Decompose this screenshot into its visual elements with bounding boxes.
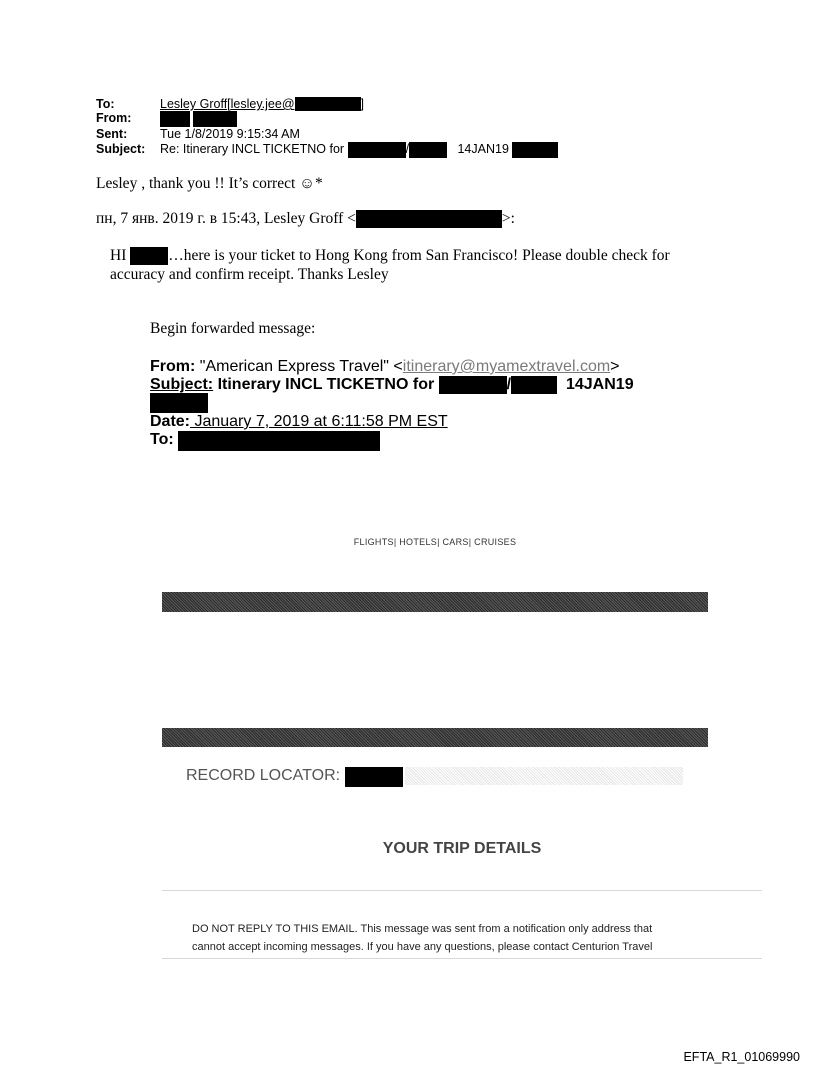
- sent-label: Sent:: [96, 127, 128, 141]
- quote-line-1: HI …here is your ticket to Hong Kong from San Francisco! Please double check for: [110, 247, 670, 264]
- forward-from-email[interactable]: itinerary@myamextravel.com: [402, 358, 611, 375]
- redaction: [511, 376, 557, 394]
- forward-date-label: Date:: [150, 413, 191, 430]
- forward-to-label: To:: [150, 431, 174, 448]
- divider: [162, 890, 762, 891]
- forward-date-row: Date: January 7, 2019 at 6:11:58 PM EST: [150, 413, 448, 430]
- forward-subject-label: Subject:: [150, 376, 214, 393]
- notice-line-2: cannot accept incoming messages. If you have any questions, please contact Centurion Travel: [192, 941, 653, 953]
- divider: [162, 958, 762, 959]
- redaction: [356, 210, 502, 228]
- redaction: [193, 111, 237, 127]
- redaction: [512, 142, 558, 158]
- from-label: From:: [96, 111, 132, 125]
- redaction: [348, 142, 406, 158]
- document-id: EFTA_R1_01069990: [683, 1050, 800, 1064]
- redaction: [160, 111, 190, 127]
- quote-header: пн, 7 янв. 2019 г. в 15:43, Lesley Groff < >:: [96, 210, 515, 227]
- to-value: Lesley Groff[lesley.jee@ ]: [160, 97, 364, 111]
- quote-line-2: accuracy and confirm receipt. Thanks Lesley: [110, 266, 389, 283]
- forward-intro: Begin forwarded message:: [150, 320, 316, 337]
- redaction: [439, 376, 507, 394]
- subject-label: Subject:: [96, 142, 146, 156]
- sent-value: Tue 1/8/2019 9:15:34 AM: [160, 127, 300, 141]
- subject-value: Re: Itinerary INCL TICKETNO for / 14JAN19: [160, 142, 558, 158]
- from-value: [160, 111, 237, 127]
- forward-to-row: [150, 431, 380, 451]
- forward-from-label: From:: [150, 358, 196, 375]
- itinerary-nav[interactable]: FLIGHTS| HOTELS| CARS| CRUISES: [353, 537, 517, 547]
- reply-text: Lesley , thank you !! It’s correct ☺*: [96, 175, 323, 192]
- redaction: [150, 393, 208, 413]
- redaction: [178, 431, 380, 451]
- redaction: [409, 142, 447, 158]
- redaction: [130, 247, 168, 265]
- to-label: To:: [96, 97, 115, 111]
- redaction: [295, 97, 361, 111]
- banner-image-top: [162, 592, 708, 612]
- record-locator-row: [186, 767, 683, 785]
- record-locator-label: RECORD LOCATOR:: [186, 767, 405, 787]
- trip-details-heading: YOUR TRIP DETAILS: [382, 840, 542, 857]
- banner-image-bottom: [162, 728, 708, 747]
- forward-from-row: From: "American Express Travel" <itinerary@myamextravel.com>: [150, 358, 620, 375]
- redaction: [345, 767, 403, 787]
- forward-subject-row: Subject: Itinerary INCL TICKETNO for / 14JAN19: [150, 376, 634, 393]
- notice-line-1: DO NOT REPLY TO THIS EMAIL. This message was sent from a notification only address that: [192, 923, 653, 935]
